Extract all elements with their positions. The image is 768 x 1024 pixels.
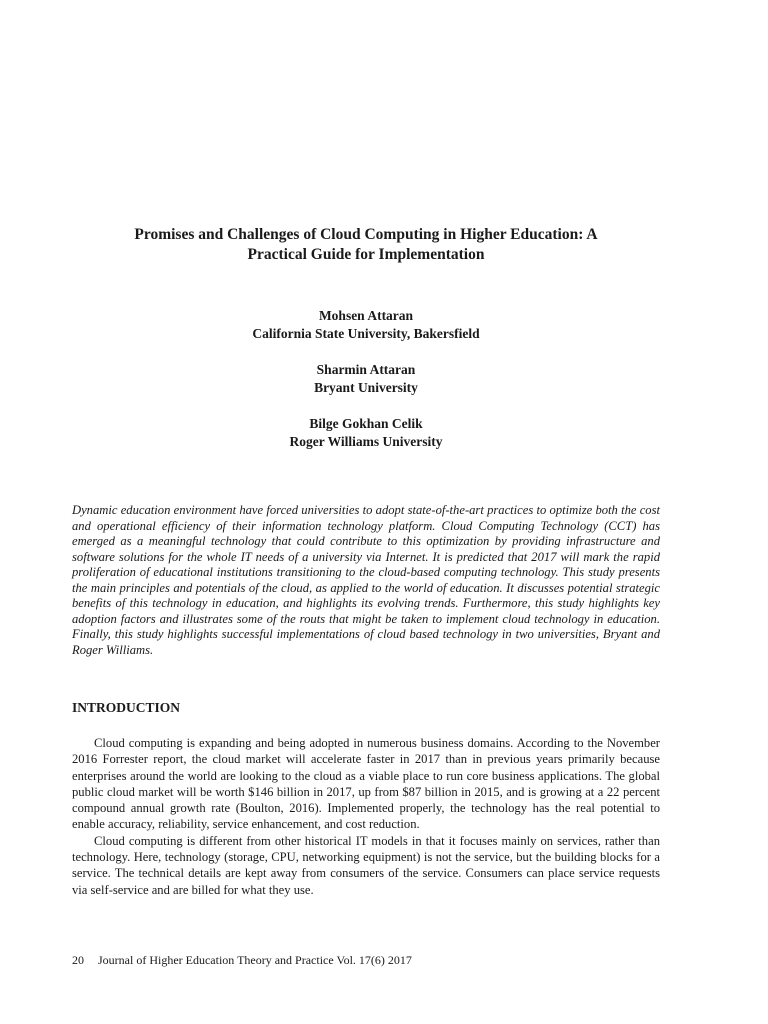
- title-line-2: Practical Guide for Implementation: [247, 246, 485, 263]
- author-affiliation: Roger Williams University: [289, 434, 443, 449]
- abstract: Dynamic education environment have forced universities to adopt state-of-the-art practices to optimize both the cost and operational efficiency of their information technology platform. Cloud Computing Technology (CCT) has emerged as a meaningful technology that could contribute to this optimization by providing infrastructure and software solutions for the whole IT needs of a university via Internet. It is predicted that 2017 will mark the rapid proliferation of educational institutions transitioning to the cloud-based computing technology. This study presents the main principles and potentials of the cloud, as applied to the world of education. It discusses potential strategic benefits of this technology in education, and highlights its evolving trends. Furthermore, this study highlights key adoption factors and illustrates some of the routs that might be taken to implement cloud technology in education. Finally, this study highlights successful implementations of cloud based technology in two universities, Bryant and Roger Williams.: [72, 503, 660, 657]
- journal-citation: Journal of Higher Education Theory and Practice Vol. 17(6) 2017: [98, 953, 412, 967]
- paragraph: Cloud computing is different from other historical IT models in that it focuses mainly on services, rather than technology. Here, technology (storage, CPU, networking equipment) is not the service, but the building blocks for a service. The technical details are kept away from consumers of the service. Consumers can place service requests via self-service and are billed for what they use.: [72, 833, 660, 897]
- title-line-1: Promises and Challenges of Cloud Computing in Higher Education: A: [134, 226, 598, 243]
- paragraph: Cloud computing is expanding and being adopted in numerous business domains. According to the November 2016 Forrester report, the cloud market will accelerate faster in 2017 than in previous years primarily because enterprises around the world are looking to the cloud as a viable place to run core business applications. The global public cloud market will be worth $146 billion in 2017, up from $87 billion in 2015, and is growing at a 22 percent compound annual growth rate (Boulton, 2016). Implemented properly, the technology has the real potential to enable accuracy, reliability, service enhancement, and cost reduction.: [72, 736, 660, 832]
- section-heading-introduction: INTRODUCTION: [72, 700, 181, 715]
- author-block-1: [72, 307, 660, 343]
- author-name: Mohsen Attaran: [318, 308, 414, 323]
- page-footer: [72, 953, 412, 967]
- author-block-3: [72, 415, 660, 451]
- paper-title: [72, 225, 660, 265]
- author-affiliation: California State University, Bakersfield: [252, 326, 480, 341]
- introduction-body: [72, 735, 660, 898]
- page-number: 20: [72, 953, 84, 967]
- author-name: Sharmin Attaran: [316, 362, 416, 377]
- author-block-2: [72, 361, 660, 397]
- author-name: Bilge Gokhan Celik: [309, 416, 423, 431]
- author-affiliation: Bryant University: [314, 380, 418, 395]
